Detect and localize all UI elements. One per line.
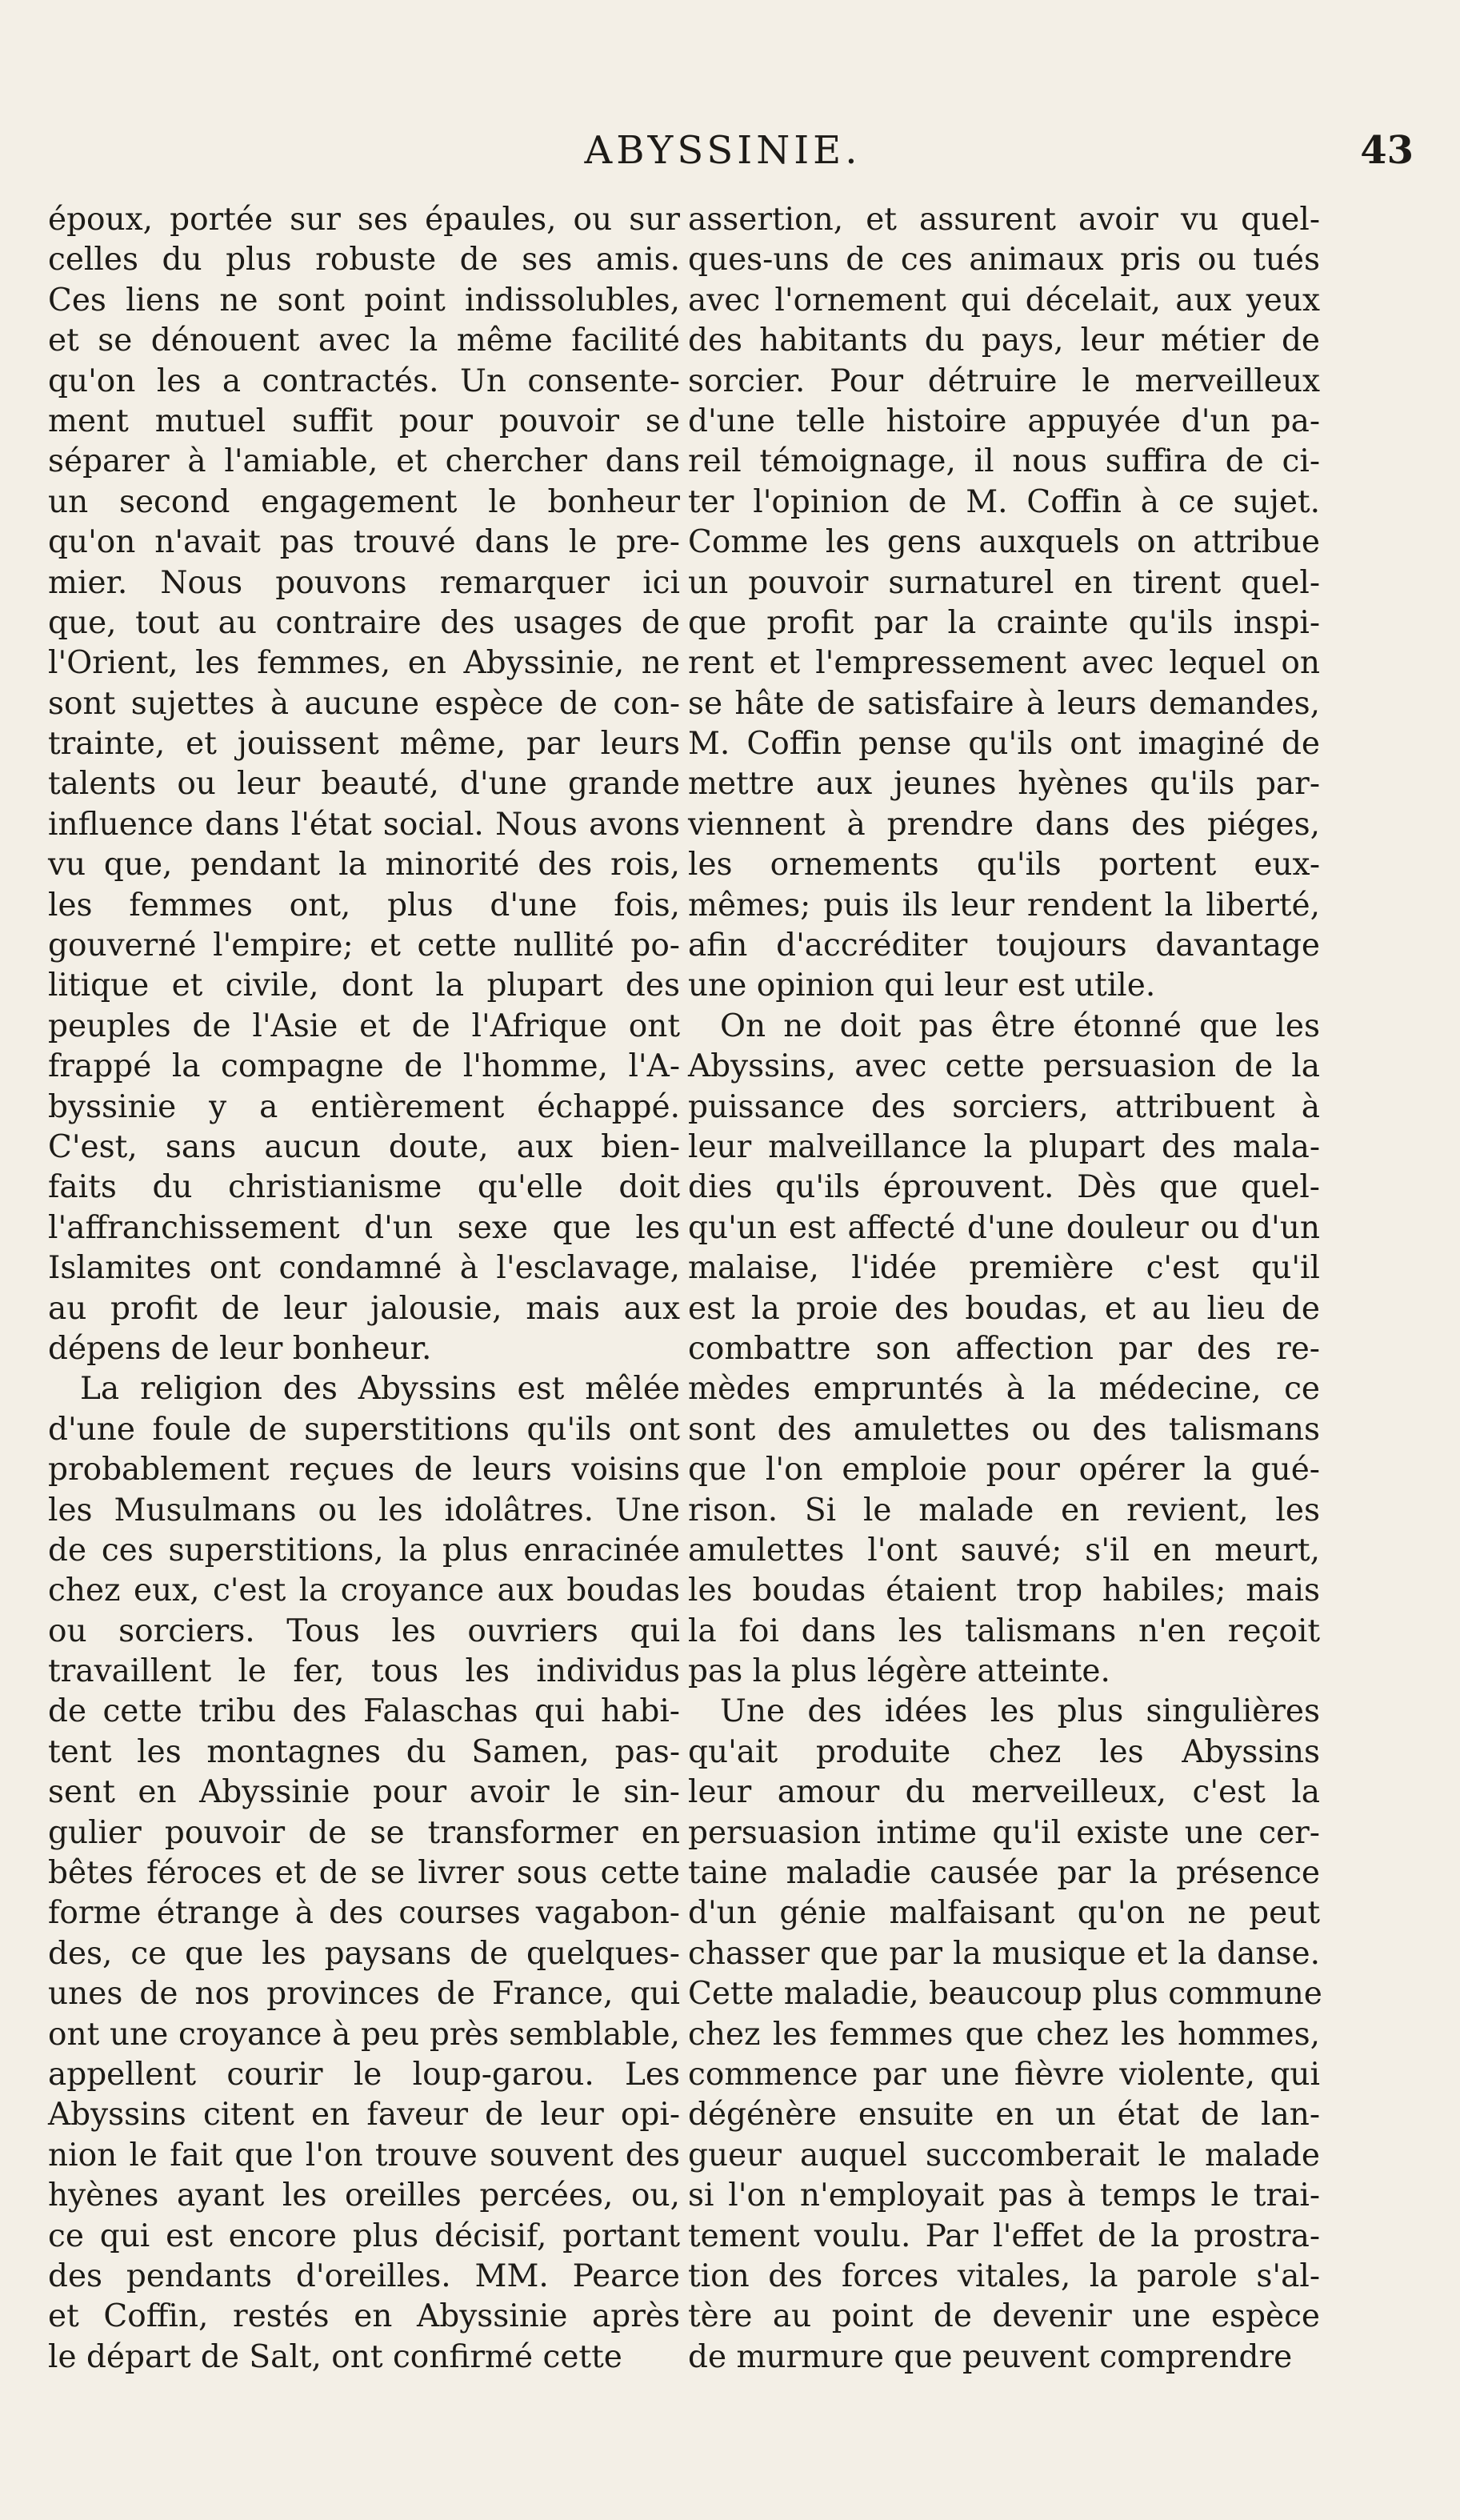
text-line: rent et l'empressement avec lequel on xyxy=(688,645,1320,682)
text-line: C'est, sans aucun doute, aux bien- xyxy=(48,1128,680,1165)
text-line: sent en Abyssinie pour avoir le sin- xyxy=(48,1774,680,1811)
text-line: malaise, l'idée première c'est qu'il xyxy=(688,1250,1320,1287)
text-line: bêtes féroces et de se livrer sous cette xyxy=(48,1855,680,1892)
text-line: époux, portée sur ses épaules, ou sur xyxy=(48,202,680,238)
text-line: ou sorciers. Tous les ouvriers qui xyxy=(48,1613,680,1649)
text-line: nion le fait que l'on trouve souvent des xyxy=(48,2137,680,2173)
text-line: influence dans l'état social. Nous avons xyxy=(48,806,680,843)
text-line: tère au point de devenir une espèce xyxy=(688,2298,1320,2335)
text-line: mettre aux jeunes hyènes qu'ils par- xyxy=(688,766,1320,803)
text-line: probablement reçues de leurs voisins xyxy=(48,1452,680,1488)
page-header xyxy=(32,128,1414,184)
text-line: les boudas étaient trop habiles; mais xyxy=(688,1572,1320,1609)
text-line: Comme les gens auxquels on attribue xyxy=(688,524,1320,561)
text-line: des, ce que les paysans de quelques- xyxy=(48,1935,680,1972)
text-line: l'Orient, les femmes, en Abyssinie, ne xyxy=(48,645,680,682)
text-line: des habitants du pays, leur métier de xyxy=(688,323,1320,359)
text-line: taine maladie causée par la présence xyxy=(688,1855,1320,1892)
text-line: commence par une fièvre violente, qui xyxy=(688,2056,1320,2093)
text-line: l'affranchissement d'un sexe que les xyxy=(48,1209,680,1246)
text-line: appellent courir le loup-garou. Les xyxy=(48,2056,680,2093)
text-line: le départ de Salt, ont confirmé cette xyxy=(48,2338,622,2375)
text-line: combattre son affection par des re- xyxy=(688,1330,1320,1367)
text-line: est la proie des boudas, et au lieu de xyxy=(688,1290,1320,1327)
text-line: vu que, pendant la minorité des rois, xyxy=(48,847,680,883)
text-line: Islamites ont condamné à l'esclavage, xyxy=(48,1250,680,1287)
text-line: tement voulu. Par l'effet de la prostra- xyxy=(688,2218,1320,2254)
text-line: de ces superstitions, la plus enracinée xyxy=(48,1532,680,1568)
text-line: leur malveillance la plupart des mala- xyxy=(688,1128,1320,1165)
text-line: qu'un est affecté d'une douleur ou d'un xyxy=(688,1209,1320,1246)
text-line: d'un génie malfaisant qu'on ne peut xyxy=(688,1895,1320,1932)
text-line: et se dénouent avec la même facilité xyxy=(48,323,680,359)
text-line: au profit de leur jalousie, mais aux xyxy=(48,1290,680,1327)
text-line: dépens de leur bonheur. xyxy=(48,1330,432,1367)
text-line: sont sujettes à aucune espèce de con- xyxy=(48,685,680,722)
text-line: leur amour du merveilleux, c'est la xyxy=(688,1774,1320,1811)
text-line: dies qu'ils éprouvent. Dès que quel- xyxy=(688,1169,1320,1206)
text-line: unes de nos provinces de France, qui xyxy=(48,1976,680,2013)
text-line: dégénère ensuite en un état de lan- xyxy=(688,2097,1320,2133)
text-line: les Musulmans ou les idolâtres. Une xyxy=(48,1492,680,1528)
text-line: talents ou leur beauté, d'une grande xyxy=(48,766,680,803)
text-line: avec l'ornement qui décelait, aux yeux xyxy=(688,282,1320,319)
text-line: mêmes; puis ils leur rendent la liberté, xyxy=(688,887,1320,923)
text-line: faits du christianisme qu'elle doit xyxy=(48,1169,680,1206)
text-line: mier. Nous pouvons remarquer ici xyxy=(48,564,680,601)
text-line: une opinion qui leur est utile. xyxy=(688,968,1156,1004)
text-line: ques-uns de ces animaux pris ou tués xyxy=(688,242,1320,278)
text-line: peuples de l'Asie et de l'Afrique ont xyxy=(48,1008,680,1044)
text-line: Cette maladie, beaucoup plus commune xyxy=(688,1976,1322,2013)
text-line: tion des forces vitales, la parole s'al- xyxy=(688,2258,1320,2294)
text-line: reil témoignage, il nous suffira de ci- xyxy=(688,443,1320,480)
text-line: ce qui est encore plus décisif, portant xyxy=(48,2218,680,2254)
left-text-column xyxy=(48,200,680,2378)
text-line: ont une croyance à peu près semblable, xyxy=(48,2016,680,2053)
text-line: persuasion intime qu'il existe une cer- xyxy=(688,1814,1320,1851)
text-line: rison. Si le malade en revient, les xyxy=(688,1492,1320,1528)
running-title: ABYSSINIE. xyxy=(584,128,862,173)
text-line: puissance des sorciers, attribuent à xyxy=(688,1088,1320,1125)
text-line: frappé la compagne de l'homme, l'A- xyxy=(48,1048,680,1085)
text-line: chez eux, c'est la croyance aux boudas xyxy=(48,1572,680,1609)
text-line: M. Coffin pense qu'ils ont imaginé de xyxy=(688,726,1320,763)
text-line: que l'on emploie pour opérer la gué- xyxy=(688,1452,1320,1488)
text-line: ment mutuel suffit pour pouvoir se xyxy=(48,403,680,439)
text-line: sorcier. Pour détruire le merveilleux xyxy=(688,363,1320,399)
text-line: Abyssins citent en faveur de leur opi- xyxy=(48,2097,680,2133)
text-line: les ornements qu'ils portent eux- xyxy=(688,847,1320,883)
text-line: et Coffin, restés en Abyssinie après xyxy=(48,2298,680,2335)
text-line: amulettes l'ont sauvé; s'il en meurt, xyxy=(688,1532,1320,1568)
right-text-column xyxy=(688,200,1320,2378)
text-line: byssinie y a entièrement échappé. xyxy=(48,1088,680,1125)
text-line: la foi dans les talismans n'en reçoit xyxy=(688,1613,1320,1649)
text-line: On ne doit pas être étonné que les xyxy=(720,1008,1320,1044)
text-line: trainte, et jouissent même, par leurs xyxy=(48,726,680,763)
text-line: les femmes ont, plus d'une fois, xyxy=(48,887,680,923)
text-line: Ces liens ne sont point indissolubles, xyxy=(48,282,680,319)
text-line: gulier pouvoir de se transformer en xyxy=(48,1814,680,1851)
text-line: celles du plus robuste de ses amis. xyxy=(48,242,680,278)
text-line: Une des idées les plus singulières xyxy=(720,1693,1320,1730)
text-line: travaillent le fer, tous les individus xyxy=(48,1653,680,1690)
text-line: hyènes ayant les oreilles percées, ou, xyxy=(48,2177,680,2214)
text-line: chez les femmes que chez les hommes, xyxy=(688,2016,1320,2053)
text-line: un pouvoir surnaturel en tirent quel- xyxy=(688,564,1320,601)
text-line: tent les montagnes du Samen, pas- xyxy=(48,1733,680,1770)
text-line: si l'on n'employait pas à temps le trai- xyxy=(688,2177,1320,2214)
text-line: séparer à l'amiable, et chercher dans xyxy=(48,443,680,480)
text-line: qu'on n'avait pas trouvé dans le pre- xyxy=(48,524,680,561)
text-line: pas la plus légère atteinte. xyxy=(688,1653,1110,1690)
text-line: qu'ait produite chez les Abyssins xyxy=(688,1733,1320,1770)
text-line: d'une foule de superstitions qu'ils ont xyxy=(48,1411,680,1448)
text-line: viennent à prendre dans des piéges, xyxy=(688,806,1320,843)
text-line: La religion des Abyssins est mêlée xyxy=(80,1371,680,1408)
text-line: se hâte de satisfaire à leurs demandes, xyxy=(688,685,1320,722)
text-line: litique et civile, dont la plupart des xyxy=(48,968,680,1004)
text-line: assertion, et assurent avoir vu quel- xyxy=(688,202,1320,238)
text-line: des pendants d'oreilles. MM. Pearce xyxy=(48,2258,680,2294)
text-line: d'une telle histoire appuyée d'un pa- xyxy=(688,403,1320,439)
text-line: ter l'opinion de M. Coffin à ce sujet. xyxy=(688,483,1320,520)
text-line: un second engagement le bonheur xyxy=(48,483,680,520)
text-line: qu'on les a contractés. Un consente- xyxy=(48,363,680,399)
page-number: 43 xyxy=(1360,128,1414,173)
text-line: sont des amulettes ou des talismans xyxy=(688,1411,1320,1448)
text-line: de murmure que peuvent comprendre xyxy=(688,2338,1293,2375)
text-line: de cette tribu des Falaschas qui habi- xyxy=(48,1693,680,1730)
text-line: gouverné l'empire; et cette nullité po- xyxy=(48,927,680,964)
text-line: que, tout au contraire des usages de xyxy=(48,604,680,641)
text-line: mèdes empruntés à la médecine, ce xyxy=(688,1371,1320,1408)
text-line: forme étrange à des courses vagabon- xyxy=(48,1895,680,1932)
text-line: que profit par la crainte qu'ils inspi- xyxy=(688,604,1320,641)
text-line: Abyssins, avec cette persuasion de la xyxy=(688,1048,1320,1085)
text-line: afin d'accréditer toujours davantage xyxy=(688,927,1320,964)
text-line: chasser que par la musique et la danse. xyxy=(688,1935,1320,1972)
text-line: gueur auquel succomberait le malade xyxy=(688,2137,1320,2173)
